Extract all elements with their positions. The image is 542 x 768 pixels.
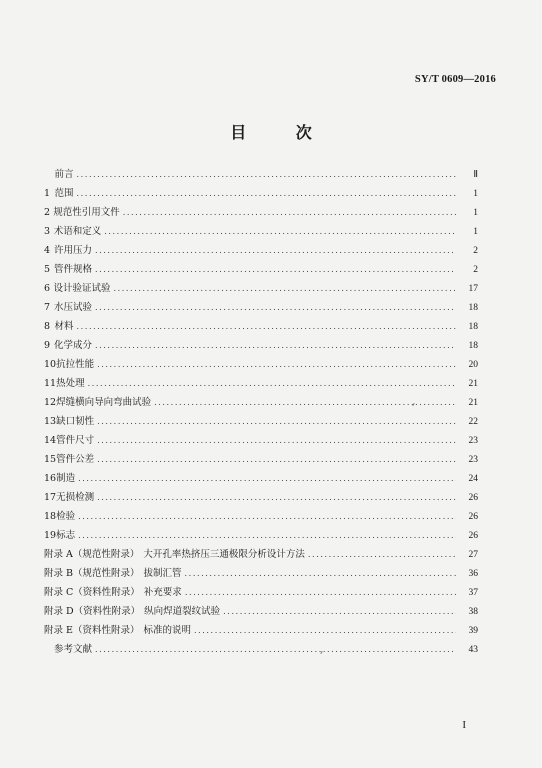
toc-entry (44, 184, 478, 203)
toc-entry-page: 24 (468, 474, 478, 484)
toc-entry-page: 37 (468, 588, 478, 598)
toc-leader-dots (185, 564, 456, 583)
toc-entry-number: 附录 A（规范性附录） (44, 549, 140, 560)
toc-entry-number: 14 (44, 435, 57, 446)
toc-leader-dots (78, 526, 456, 545)
toc-entry (44, 507, 478, 526)
toc-entry-label: 拔制汇管 (143, 568, 182, 579)
toc-entry-number: 11 (44, 378, 57, 389)
toc-leader-dots (185, 583, 456, 602)
toc-entry-label: 抗拉性能 (56, 359, 95, 370)
toc-entry-label: 补充要求 (143, 587, 182, 598)
toc-leader-dots (97, 412, 456, 431)
toc-entry (44, 488, 478, 507)
toc-entry-number: 8 (44, 321, 51, 332)
toc-entry-label: 管件规格 (53, 264, 92, 275)
toc-entry-page: 26 (468, 493, 478, 503)
toc-entry-page: 27 (468, 550, 478, 560)
toc-entry-page: 18 (468, 341, 478, 351)
toc-entry-label: 术语和定义 (53, 226, 102, 237)
toc-entry-number: 17 (44, 492, 57, 503)
toc-entry (44, 317, 478, 336)
toc-entry-label: 参考文献 (53, 644, 92, 655)
toc-entry-page: 23 (468, 436, 478, 446)
toc-entry-label: 检验 (56, 511, 76, 522)
toc-entry-number: 1 (44, 188, 51, 199)
toc-entry-number: 15 (44, 454, 57, 465)
toc-entry-label: 规范性引用文件 (53, 207, 120, 218)
toc-entry (44, 583, 478, 602)
toc-entry-page: 38 (468, 607, 478, 617)
toc-entry (44, 640, 478, 659)
toc-entry-number: 5 (44, 264, 51, 275)
toc-entry-label: 大开孔率热挤压三通极限分析设计方法 (143, 549, 305, 560)
toc-entry (44, 241, 478, 260)
toc-entry-label: 材料 (54, 321, 74, 332)
toc-entry (44, 412, 478, 431)
toc-leader-dots (95, 298, 456, 317)
toc-leader-dots (154, 393, 456, 412)
toc-leader-dots (308, 545, 456, 564)
toc-entry-page: 2 (473, 246, 478, 256)
toc-leader-dots (77, 184, 456, 203)
toc-entry (44, 222, 478, 241)
toc-entry (44, 298, 478, 317)
toc-leader-dots (95, 241, 456, 260)
toc-entry (44, 203, 478, 222)
toc-entry-page: Ⅱ (473, 170, 478, 180)
toc-entry (44, 545, 478, 564)
toc-entry (44, 431, 478, 450)
toc-leader-dots (123, 203, 456, 222)
toc-entry-page: 23 (468, 455, 478, 465)
toc-entry-number: 10 (44, 359, 57, 370)
toc-entry-page: 2 (473, 265, 478, 275)
toc-leader-dots (78, 469, 456, 488)
toc-entry-label: 管件尺寸 (56, 435, 95, 446)
toc-entry-page: 36 (468, 569, 478, 579)
toc-entry-number: 6 (44, 283, 51, 294)
toc-entry-page: 18 (468, 303, 478, 313)
toc-entry-number: 附录 B（规范性附录） (44, 568, 140, 579)
toc-entry-label: 缺口韧性 (56, 416, 95, 427)
table-of-contents (44, 165, 478, 659)
standard-code: SY/T 0609—2016 (414, 74, 496, 85)
toc-entry-page: 20 (468, 360, 478, 370)
toc-entry-page: 22 (468, 417, 478, 427)
toc-entry-page: 1 (473, 189, 478, 199)
toc-entry-number: 4 (44, 245, 51, 256)
toc-entry-number: 12 (44, 397, 57, 408)
toc-leader-dots (97, 488, 456, 507)
toc-entry-label: 标志 (56, 530, 76, 541)
toc-leader-dots (78, 507, 456, 526)
toc-entry (44, 336, 478, 355)
toc-leader-dots (95, 336, 456, 355)
toc-entry-number: 16 (44, 473, 57, 484)
toc-entry-number: 附录 E（资料性附录） (44, 625, 140, 636)
toc-entry (44, 165, 478, 184)
page-number: I (462, 719, 466, 731)
toc-entry-label: 管件公差 (56, 454, 95, 465)
toc-entry-number: 18 (44, 511, 57, 522)
toc-entry-label: 热处理 (56, 378, 85, 389)
toc-leader-dots (77, 317, 456, 336)
toc-entry-label: 化学成分 (53, 340, 92, 351)
toc-leader-dots (95, 640, 456, 659)
toc-entry-page: 21 (468, 379, 478, 389)
toc-entry-label: 前言 (54, 169, 74, 180)
toc-entry-page: 39 (468, 626, 478, 636)
toc-leader-dots (97, 431, 456, 450)
toc-entry-page: 21 (468, 398, 478, 408)
toc-entry (44, 450, 478, 469)
toc-entry-number: 19 (44, 530, 57, 541)
toc-leader-dots (194, 621, 456, 640)
toc-entry-label: 设计验证试验 (53, 283, 111, 294)
toc-entry-page: 1 (473, 227, 478, 237)
toc-entry (44, 564, 478, 583)
toc-entry-number: 附录 C（资料性附录） (44, 587, 140, 598)
toc-leader-dots (97, 450, 456, 469)
toc-entry-number: 7 (44, 302, 51, 313)
toc-entry-number: 附录 D（资料性附录） (44, 606, 141, 617)
toc-leader-dots (95, 260, 456, 279)
toc-leader-dots (104, 222, 456, 241)
toc-leader-dots (223, 602, 456, 621)
toc-leader-dots (88, 374, 456, 393)
toc-entry-label: 无损检测 (56, 492, 95, 503)
toc-entry-number: 3 (44, 226, 51, 237)
toc-entry-page: 18 (468, 322, 478, 332)
toc-entry-page: 26 (468, 531, 478, 541)
toc-entry-page: 17 (468, 284, 478, 294)
toc-leader-dots (113, 279, 456, 298)
toc-entry (44, 602, 478, 621)
toc-entry-label: 标准的说明 (143, 625, 191, 636)
toc-leader-dots (77, 165, 456, 184)
toc-leader-dots (97, 355, 456, 374)
toc-entry-label: 水压试验 (53, 302, 92, 313)
toc-entry-number: 13 (44, 416, 57, 427)
toc-entry-number: 9 (44, 340, 51, 351)
toc-entry (44, 260, 478, 279)
toc-entry (44, 526, 478, 545)
toc-entry-label: 许用压力 (53, 245, 92, 256)
toc-entry-page: 26 (468, 512, 478, 522)
toc-entry (44, 621, 478, 640)
toc-entry-page: 1 (473, 208, 478, 218)
toc-entry-page: 43 (468, 645, 478, 655)
toc-entry (44, 355, 478, 374)
toc-entry (44, 279, 478, 298)
toc-entry-label: 制造 (56, 473, 76, 484)
page-title: 目 次 (230, 123, 334, 142)
toc-entry-label: 纵向焊道裂纹试验 (144, 606, 221, 617)
toc-entry (44, 469, 478, 488)
toc-entry (44, 374, 478, 393)
toc-entry-number: 2 (44, 207, 51, 218)
toc-entry-label: 焊缝横向导向弯曲试验 (56, 397, 152, 408)
toc-entry-label: 范围 (54, 188, 74, 199)
